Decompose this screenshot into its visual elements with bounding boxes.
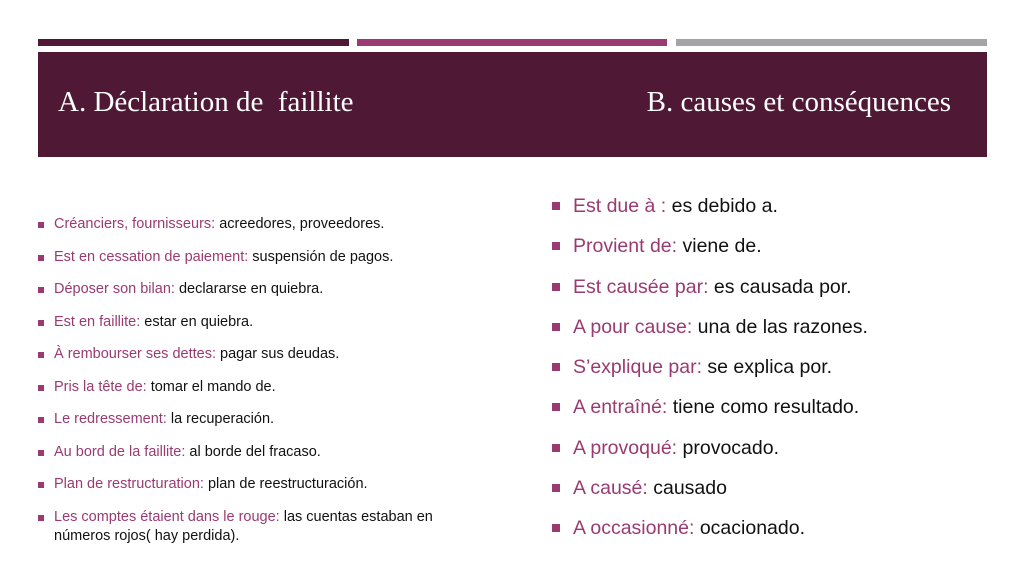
spanish-translation: se explica por. [702, 356, 833, 379]
square-bullet-icon [38, 287, 44, 293]
french-term: A causé: [573, 477, 648, 500]
list-item [38, 475, 488, 494]
french-term: A entraîné: [573, 396, 668, 419]
list-item [38, 345, 488, 364]
square-bullet-icon [38, 450, 44, 456]
square-bullet-icon [38, 352, 44, 358]
french-term: Plan de restructuration: [54, 476, 204, 492]
square-bullet-icon [552, 403, 560, 411]
square-bullet-icon [38, 515, 44, 521]
square-bullet-icon [552, 323, 560, 331]
spanish-translation: una de las razones. [692, 315, 868, 338]
square-bullet-icon [552, 202, 560, 210]
square-bullet-icon [552, 484, 560, 492]
spanish-translation: la recuperación. [166, 411, 275, 427]
decorative-stripe-dark [38, 39, 349, 46]
square-bullet-icon [38, 385, 44, 391]
spanish-translation: es debido a. [666, 195, 778, 217]
french-term: A occasionné: [573, 517, 695, 540]
spanish-translation: tiene como resultado. [667, 396, 860, 419]
spanish-translation: tomar el mando de. [146, 378, 276, 395]
spanish-translation: estar en quiebra. [140, 313, 254, 330]
square-bullet-icon [552, 363, 560, 371]
french-term: Est causée par: [573, 275, 709, 298]
decorative-stripe-gray [676, 39, 987, 46]
list-item [38, 313, 488, 332]
list-item [552, 435, 992, 461]
spanish-translation: viene de. [677, 235, 762, 258]
list-item [552, 354, 992, 380]
list-item [38, 248, 488, 267]
french-term: Créanciers, fournisseurs: [54, 216, 216, 232]
spanish-translation: provocado. [677, 436, 779, 459]
square-bullet-icon [38, 482, 44, 488]
list-item [38, 508, 488, 546]
title-band [38, 52, 987, 157]
spanish-translation: pagar sus deudas. [216, 346, 340, 362]
left-vocabulary-list [38, 215, 488, 559]
french-term: A provoqué: [573, 436, 678, 459]
french-term: Les comptes étaient dans le rouge: [54, 508, 280, 525]
french-term: À rembourser ses dettes: [54, 346, 216, 362]
square-bullet-icon [38, 417, 44, 423]
spanish-translation: plan de reestructuración. [203, 476, 368, 492]
french-term: Est en cessation de paiement: [54, 248, 249, 265]
french-term: A pour cause: [573, 315, 693, 338]
list-item [552, 394, 992, 420]
list-item [552, 233, 992, 259]
square-bullet-icon [552, 444, 560, 452]
french-term: Le redressement: [54, 411, 167, 427]
square-bullet-icon [38, 255, 44, 261]
spanish-translation: al borde del fracaso. [185, 443, 321, 460]
spanish-translation: ocacionado. [694, 517, 806, 540]
right-vocabulary-list [552, 193, 992, 556]
title-left: A. Déclaration de faillite [58, 86, 354, 118]
spanish-translation: suspensión de pagos. [248, 248, 394, 265]
decorative-stripe-accent [357, 39, 667, 46]
list-item [552, 475, 992, 501]
french-term: Provient de: [573, 235, 678, 258]
french-term: Pris la tête de: [54, 378, 147, 395]
list-item [552, 274, 992, 300]
square-bullet-icon [552, 524, 560, 532]
list-item [38, 378, 488, 397]
list-item [38, 280, 488, 299]
square-bullet-icon [552, 283, 560, 291]
list-item [38, 443, 488, 462]
spanish-translation: las cuentas estaban en números rojos( hay perdida). [54, 508, 433, 544]
square-bullet-icon [552, 242, 560, 250]
french-term: S’explique par: [573, 356, 702, 379]
french-term: Déposer son bilan: [54, 281, 175, 297]
list-item [552, 193, 992, 219]
list-item [552, 515, 992, 541]
spanish-translation: declararse en quiebra. [174, 281, 324, 297]
french-term: Est en faillite: [54, 313, 141, 330]
title-right: B. causes et conséquences [646, 86, 951, 118]
spanish-translation: causado [647, 477, 727, 500]
french-term: Est due à : [573, 195, 667, 217]
square-bullet-icon [38, 222, 44, 228]
spanish-translation: es causada por. [708, 275, 852, 298]
spanish-translation: acreedores, proveedores. [215, 216, 385, 232]
square-bullet-icon [38, 320, 44, 326]
french-term: Au bord de la faillite: [54, 443, 186, 460]
list-item [38, 410, 488, 429]
list-item [38, 215, 488, 234]
list-item [552, 314, 992, 340]
